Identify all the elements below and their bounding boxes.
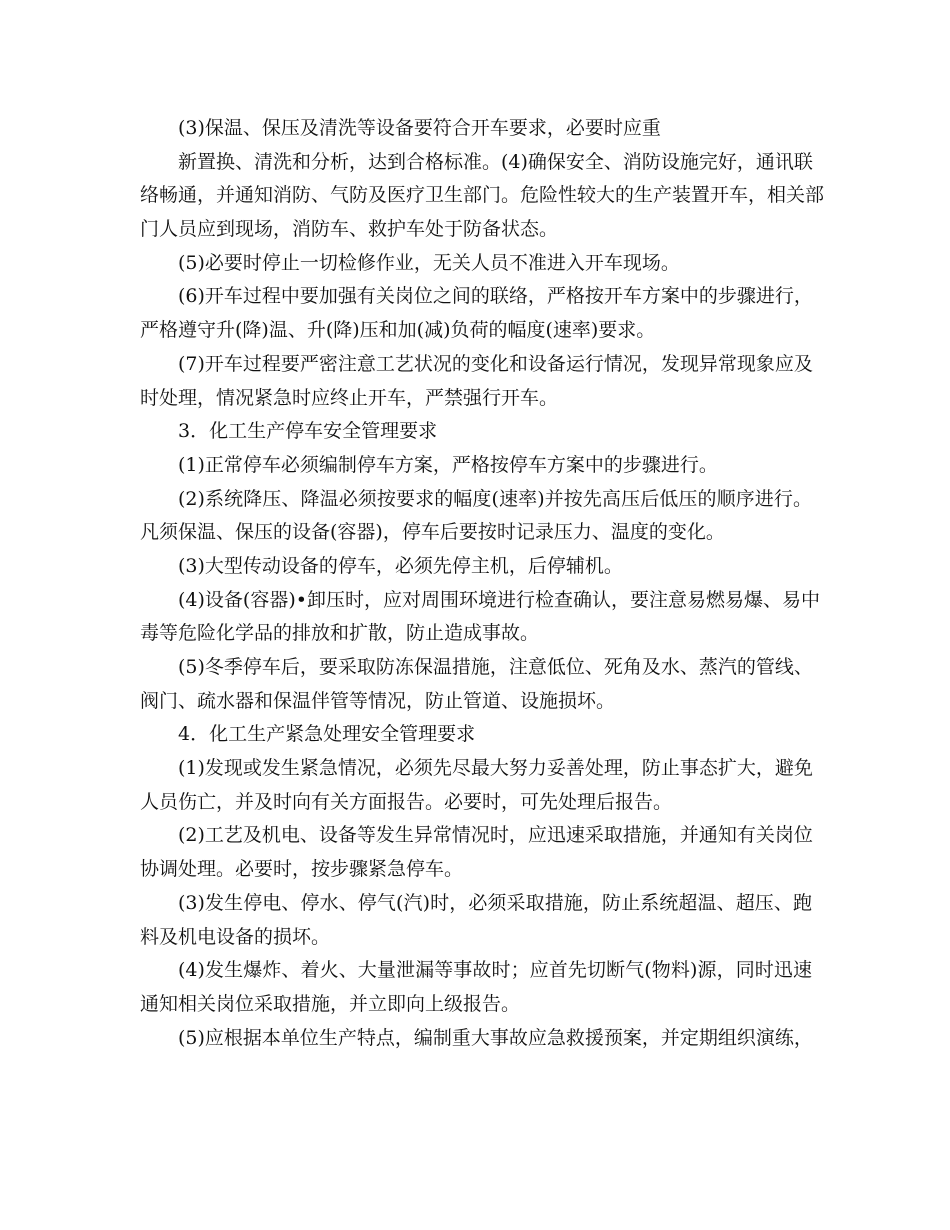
text-line: 4．化工生产紧急处理安全管理要求: [178, 723, 476, 746]
text-line: (3)大型传动设备的停车，必须先停主机，后停辅机。: [178, 554, 623, 577]
text-line: 门人员应到现场，消防车、救护车处于防备状态。: [140, 218, 559, 241]
text-line: 通知相关岗位采取措施，并立即向上级报告。: [140, 992, 521, 1015]
text-line: (4)发生爆炸、着火、大量泄漏等事故时；应首先切断气(物料)源，同时迅速: [178, 959, 812, 982]
document-body: [140, 112, 825, 1055]
text-line: 人员伤亡，并及时向有关方面报告。必要时，可先处理后报告。: [140, 790, 673, 813]
text-line: 料及机电设备的损坏。: [140, 925, 331, 948]
text-line: 毒等危险化学品的排放和扩散，防止造成事故。: [140, 622, 540, 645]
text-line: 协调处理。必要时，按步骤紧急停车。: [140, 858, 464, 881]
text-line: 3．化工生产停车安全管理要求: [178, 420, 438, 443]
text-line: (1)正常停车必须编制停车方案，严格按停车方案中的步骤进行。: [178, 453, 718, 476]
text-line: 严格遵守升(降)温、升(降)压和加(减)负荷的幅度(速率)要求。: [140, 319, 656, 342]
text-line: 新置换、清洗和分析，达到合格标准。(4)确保安全、消防设施完好，通讯联: [178, 150, 813, 173]
text-line: (4)设备(容器)•卸压时，应对周围环境进行检查确认，要注意易燃易爆、易中: [178, 588, 820, 611]
text-line: (5)必要时停止一切检修作业，无关人员不准进入开车现场。: [178, 251, 680, 274]
text-line: (2)工艺及机电、设备等发生异常情况时，应迅速采取措施，并通知有关岗位: [178, 824, 813, 847]
text-line: (2)系统降压、降温必须按要求的幅度(速率)并按先高压后低压的顺序进行。: [178, 487, 812, 510]
text-line: (5)冬季停车后，要采取防冻保温措施，注意低位、死角及水、蒸汽的管线、: [178, 656, 813, 678]
text-line: 凡须保温、保压的设备(容器)，停车后要按时记录压力、温度的变化。: [140, 521, 725, 544]
text-line: (1)发现或发生紧急情况，必须先尽最大努力妥善处理，防止事态扩大，避免: [178, 757, 813, 780]
text-line: (3)发生停电、停水、停气(汽)时，必须采取措施，防止系统超温、超压、跑: [178, 891, 812, 914]
text-line: 络畅通，并通知消防、气防及医疗卫生部门。危险性较大的生产装置开车，相关部: [140, 184, 825, 207]
text-line: 时处理，情况紧急时应终止开车，严禁强行开车。: [140, 386, 559, 409]
text-line: (6)开车过程中要加强有关岗位之间的联络，严格按开车方案中的步骤进行，: [178, 285, 813, 308]
text-line: (5)应根据本单位生产特点，编制重大事故应急救援预案，并定期组织演练，: [178, 1026, 813, 1049]
text-line: (3)保温、保压及清洗等设备要符合开车要求，必要时应重: [178, 117, 661, 139]
text-line: 阀门、疏水器和保温伴管等情况，防止管道、设施损坏。: [140, 689, 616, 712]
text-line: (7)开车过程要严密注意工艺状况的变化和设备运行情况，发现异常现象应及: [178, 352, 813, 375]
